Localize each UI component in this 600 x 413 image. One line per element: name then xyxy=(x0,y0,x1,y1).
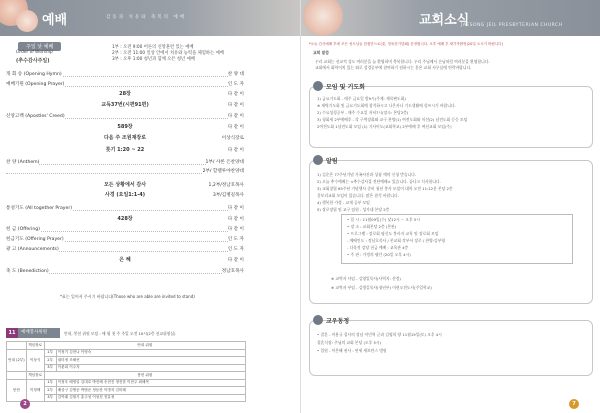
table-row: 안내 (2부) 이상식 1부 이정기 김현나 이영숙 xyxy=(7,349,246,357)
page-number: 7 xyxy=(569,399,579,409)
intro-line: 우리 교회는 선교적 성도 여러분을 늘 환영하며 축복합니다. 우리 주님께서 손님처럼 여러분을 환영합니다. xyxy=(315,59,490,64)
order-ko: (추수감사주일) xyxy=(16,58,50,64)
info-item: • 주 관 : 가정의 평안 (20일 오후 4시) xyxy=(347,252,411,257)
member-item: 결혼식장: 주님의 교회 본당 (오후 5시) xyxy=(317,340,382,345)
worship-rt: 3부/김병길목사 xyxy=(212,193,244,198)
worship-rt: 다 같 이 xyxy=(227,217,244,222)
member-item: • 결혼 - 이용규 집사의 장남 이민혁 군과 김영희 양 11월19일(토) 오후 4시 xyxy=(317,332,442,337)
notice-item: ※ 교역자 부임 - 김병길목사(청년부) 이현오전도사(주일학교) xyxy=(331,285,432,290)
worship-rt: 다 같 이 xyxy=(227,114,244,119)
worship-rt: 다 같 이 xyxy=(227,92,244,97)
worship-mid: 28장 xyxy=(6,90,244,97)
notice-item: 2) 오늘 추수예배는 <추수감사절 전단예배> 있습니다. 끝나고 식사합니다. xyxy=(317,179,441,184)
meeting-item: 2여전도회 1남전도회 모임 (1) 기사이도(교회학교) 2부예배 후 여선교회 모임(주) xyxy=(317,124,452,129)
duty-table: 책임장로 안내 위원 안내 (2부) 이상식 1부 이정기 김현나 이영숙 2부 권미정 조혜선 3부 이춘희 이주저 책임장로 봉헌 위원 봉헌 이정택 1부 이정우 배영일 김대호 박진혜 송현진 정진한 이현주 최혜목 2부 배상구 김병준 박범준 정동찬 이명자 김미혜 3부 김여래 김철기 홍주성 이성천 전유정 xyxy=(6,341,246,402)
worship-row xyxy=(6,225,244,234)
info-item: • 장 소 : 교회본당 2층 (본관) xyxy=(347,224,397,229)
banner-title: 교회소식 xyxy=(419,13,470,28)
table-row: 2부 배상구 김병준 박범준 정동찬 이명자 김미혜 xyxy=(7,387,246,395)
right-page xyxy=(300,0,600,413)
order-en: Order of Worship xyxy=(16,50,53,55)
worship-mid: 모든 상황에서 감사 xyxy=(6,181,244,188)
worship-row xyxy=(6,181,244,190)
worship-row xyxy=(6,123,244,132)
worship-row xyxy=(6,101,244,110)
notice-item: 4) 행복한 가정 - 교재 공부 모임 xyxy=(317,200,370,205)
worship-row xyxy=(6,204,244,213)
worship-rt: 이상식장로 xyxy=(221,136,244,141)
worship-rt: 다 같 이 xyxy=(227,148,244,153)
members-title: 교우동정 xyxy=(326,318,350,325)
service-time: 2부 : 오전 11:00 일상 안에서 치유와 능력을 체험하는 예배 xyxy=(112,51,224,56)
flower-image xyxy=(16,10,38,32)
worship-mid: 428장 xyxy=(6,215,244,222)
worship-lab: 헌금기도 (Offering Prayer) xyxy=(6,237,64,242)
worship-row xyxy=(6,167,244,176)
worship-rt: 1,2부/정남호목사 xyxy=(208,183,244,188)
worship-row xyxy=(6,158,244,167)
worship-lab: 축 도 (Benediction) xyxy=(6,269,49,274)
notice-item: 갈보리교회 모임이 있습니다. 많은 참석 바랍니다. xyxy=(317,193,399,198)
worship-mid: 교독37번(시편91편) xyxy=(6,101,244,108)
service-time: 3부 : 오후 1:00 청년과 함께 오픈 청년 예배 xyxy=(112,57,195,62)
meeting-item: 3) 청회새 2부예배후 - 각 구역장회와 교구 찬양(1) 여전도회와 미션(2) 남전도회 등등 모임 xyxy=(317,117,468,122)
flower-image xyxy=(303,0,343,36)
info-item: - 다목적 강당 헌금 예배 : 교육관 4층 xyxy=(347,245,409,250)
info-item: • 일 시 : 11월09일(수) 낮12시 ~ 오후 5시 xyxy=(347,217,420,222)
worship-mid: 룻기 1:20 ~ 22 xyxy=(6,146,244,153)
worship-banner xyxy=(0,0,300,36)
service-time: 1부 : 오전 9:00 어른의 신앙훈련 있는 예배 xyxy=(112,45,194,50)
worship-row xyxy=(6,215,244,224)
worship-lab: 예배기원 (Opening Prayer) xyxy=(6,82,65,87)
bullet-icon xyxy=(313,155,323,165)
worship-row xyxy=(6,267,244,276)
worship-rt: 1부/ 샤론 은찬양대 xyxy=(205,160,244,165)
duty-title: 예배봉사위원 xyxy=(18,328,60,338)
dotted-divider xyxy=(6,231,244,232)
info-item: • 프로그램 : 장로회 평신도 봉사자 교육 및 장로회 모임 xyxy=(347,231,439,236)
worship-row xyxy=(6,191,244,200)
banner-subtitle: JAESONG JEIL PRESBYTERIAN CHURCH xyxy=(461,23,563,28)
worship-lab: 광 고 (Announcements) xyxy=(6,247,59,252)
table-row: 3부 김여래 김철기 홍주성 이성천 전유정 xyxy=(7,394,246,402)
standing-footnote: *표는 일어서 주시기 바랍니다(Those who are able are invited to stand) xyxy=(60,294,195,299)
worship-mid: 589장 xyxy=(6,123,244,130)
worship-mid: 다음 주 조원재장로 xyxy=(6,134,244,141)
duty-note: 안내, 봉헌 위원 모임 : 매 월 첫 주 주일 오전 10시(2층 선교위원실) xyxy=(64,331,176,336)
worship-rt: 2부/ 할렐루야찬양대 xyxy=(202,169,244,174)
worship-rt: 정남호목사 xyxy=(221,269,244,274)
worship-row xyxy=(6,146,244,155)
notice-item: 1) 김순은 77주년기념 가족사진과 상품 예약 신청 받습니다. xyxy=(317,172,417,177)
worship-rt: 다 같 이 xyxy=(227,206,244,211)
top-announcement: *오늘 감사예배 후에 모든 성도님들 한집단으로(꽃, 정육천기념패) 증정합니다. 오후 예배 후 새가족환영(20일 오시기 바랍니다) xyxy=(309,42,504,46)
worship-lab: 찬 양 (Anthem) xyxy=(6,160,40,165)
meeting-item: ※ 새벽기도회 및 금요기도회에 참석하시고 나온자나 기도생활에 힘쓰시기 바랍니다. xyxy=(317,103,456,108)
worship-row xyxy=(6,245,244,254)
table-row: 봉헌 이정택 1부 이정우 배영일 김대호 박진혜 송현진 정진한 이현주 최혜목 xyxy=(7,379,246,387)
worship-row xyxy=(6,70,244,79)
table-row: 3부 이춘희 이주저 xyxy=(7,364,246,372)
worship-row xyxy=(6,112,244,121)
worship-row xyxy=(6,256,244,265)
banner-title: 예배 xyxy=(42,13,68,28)
table-row: 책임장로 봉헌 위원 xyxy=(7,372,246,380)
member-item: • 입원 - 이은혜 권사 : 연세 세브란스 병원 xyxy=(317,348,387,353)
info-item: - 예배인도 : 정남호목사 / 본교회 각부서 장로 / 찬양:김부영 xyxy=(347,238,446,243)
worship-row xyxy=(6,235,244,244)
worship-rt: 다 같 이 xyxy=(227,227,244,232)
worship-rt: 인 도 자 xyxy=(227,82,244,87)
table-row: 2부 권미정 조혜선 xyxy=(7,357,246,365)
notice-item: 5) 장로장립 및 교구 임원 - 성가대 본당 2층 xyxy=(317,207,390,212)
notice-item: ※ 교역자 사임 - 김영일목사(사역지: 선정) xyxy=(331,276,401,281)
worship-mid: 사경 (요일1:1-4) xyxy=(6,191,244,198)
duty-badge: 11 xyxy=(6,328,18,338)
worship-label: 주일 낮 예배 xyxy=(18,42,61,51)
meetings-title: 모임 및 기도회 xyxy=(326,84,365,91)
worship-mid: 은 혜 xyxy=(6,256,244,263)
worship-rt: 다 같 이 xyxy=(227,103,244,108)
worship-rt: 찬 양 대 xyxy=(227,72,244,77)
page-number: 2 xyxy=(20,399,30,409)
notices-title: 알림 xyxy=(326,158,338,165)
banner-subtitle: 감동과 치유와 축복의 예배 xyxy=(106,15,187,20)
worship-rt: 인 도 자 xyxy=(227,247,244,252)
worship-row xyxy=(6,90,244,99)
worship-row xyxy=(6,80,244,89)
meeting-item: 2) 수요성경공부 - 매주 수요일 저녁7시(장소: 본당2층) xyxy=(317,110,409,115)
notice-item: 3) 교회창립 65주년 기념행사 준비 청년 봉사 모임이 대학 오전 11:12분 본당 2층 xyxy=(317,186,453,191)
bullet-icon xyxy=(313,81,323,91)
worship-row xyxy=(6,134,244,143)
worship-rt: 다 같 이 xyxy=(227,258,244,263)
worship-lab: 개 회 송 (Opening Hymn) xyxy=(6,72,62,77)
intro-line: 교회에서 화학이치 있는 외로 성경공부에 참여하기 원하시는 분은 교회 사무실에 연락바랍니다. xyxy=(315,65,472,70)
bullet-icon xyxy=(313,315,323,325)
worship-lab: 헌 금 (Offering) xyxy=(6,227,40,232)
intro-title: 교회 말씀 xyxy=(313,50,329,55)
worship-rt: 다 같 이 xyxy=(227,125,244,130)
news-banner xyxy=(301,0,600,36)
worship-lab: 신앙고백 (Apostles' Creed) xyxy=(6,114,65,119)
worship-lab: 통성기도 (All together Prayer) xyxy=(6,206,73,211)
worship-rt: 인 도 자 xyxy=(227,237,244,242)
meeting-item: 1) 금요기도회 - 매주 금요일 밤9시(주제: 제목판도회) xyxy=(317,96,406,101)
